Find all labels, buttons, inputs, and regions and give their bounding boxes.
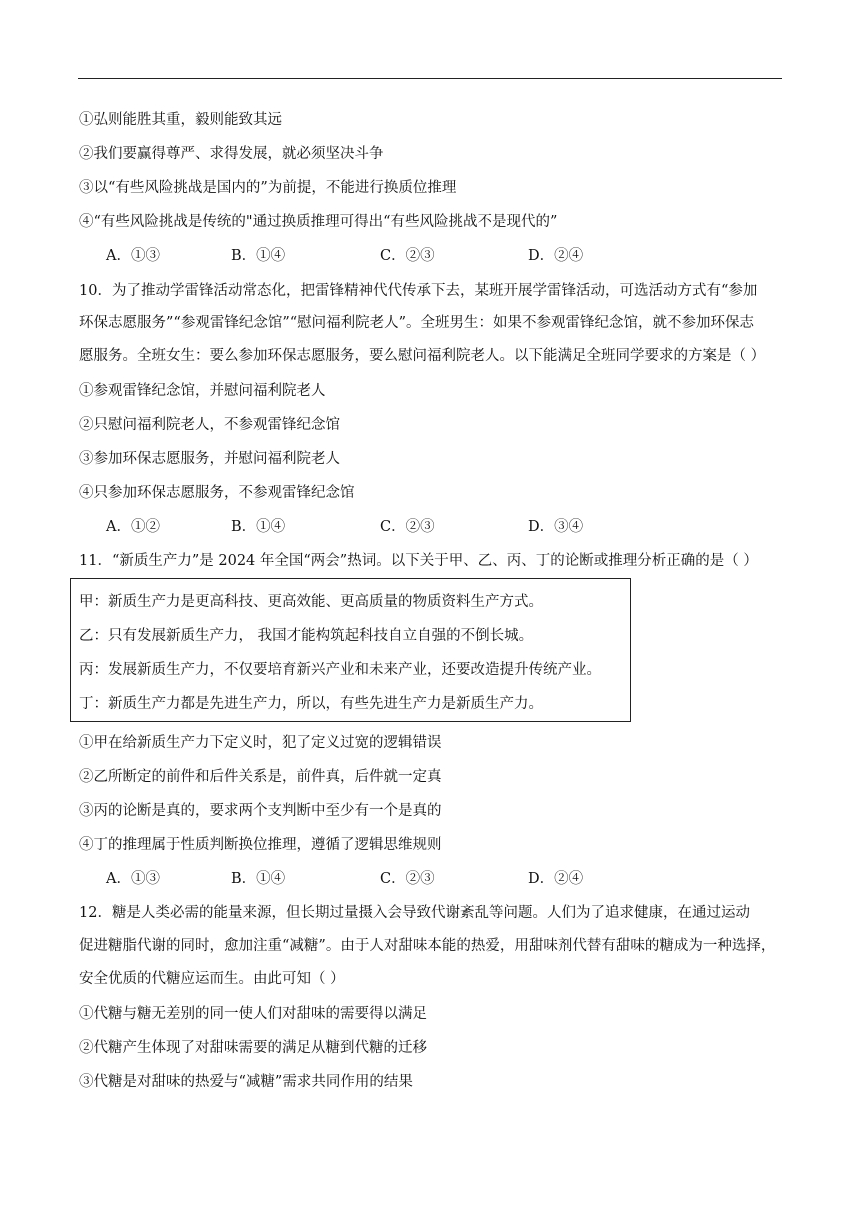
q9-option-c: C．②③ <box>380 248 435 264</box>
q12-item-1: ①代糖与糖无差别的同一使人们对甜味的需要得以满足 <box>79 1006 427 1022</box>
q12-stem-line-2: 促进糖脂代谢的同时，愈加注重“减糖”。由于人对甜味本能的热爱，用甜味剂代替有甜味的糖成为一种选择， <box>79 938 776 954</box>
q9-item-4: ④“有些风险挑战是传统的"通过换质推理可得出“有些风险挑战不是现代的” <box>79 214 558 230</box>
q11-option-c: C．②③ <box>380 871 435 887</box>
q10-stem-line-3: 愿服务。全班女生：要么参加环保志愿服务，要么慰问福利院老人。以下能满足全班同学要求的方案是（ ） <box>79 348 766 364</box>
q11-item-3: ③丙的论断是真的，要求两个支判断中至少有一个是真的 <box>79 803 442 819</box>
q12-item-3: ③代糖是对甜味的热爱与“减糖”需求共同作用的结果 <box>79 1074 413 1090</box>
q10-stem-line-1: 10．为了推动学雷锋活动常态化，把雷锋精神代代传承下去，某班开展学雷锋活动，可选活动方式有“参加 <box>79 283 758 299</box>
q11-option-b: B．①④ <box>231 871 286 887</box>
q12-stem-line-3: 安全优质的代糖应运而生。由此可知（ ） <box>79 971 345 987</box>
q10-option-a: A．①② <box>106 519 160 535</box>
q9-item-2: ②我们要赢得尊严、求得发展，就必须坚决斗争 <box>79 146 384 162</box>
q10-item-2: ②只慰问福利院老人，不参观雷锋纪念馆 <box>79 417 340 433</box>
header-rule <box>78 78 782 79</box>
q11-statement-yi: 乙：只有发展新质生产力， 我国才能构筑起科技自立自强的不倒长城。 <box>79 628 534 644</box>
q10-item-4: ④只参加环保志愿服务，不参观雷锋纪念馆 <box>79 485 355 501</box>
q11-item-4: ④丁的推理属于性质判断换位推理，遵循了逻辑思维规则 <box>79 837 442 853</box>
q11-item-2: ②乙所断定的前件和后件关系是，前件真，后件就一定真 <box>79 769 442 785</box>
q11-option-d: D．②④ <box>528 871 584 887</box>
q10-option-c: C．②③ <box>380 519 435 535</box>
q12-item-2: ②代糖产生体现了对甜味需要的满足从糖到代糖的迁移 <box>79 1040 427 1056</box>
q11-statement-jia: 甲：新质生产力是更高科技、更高效能、更高质量的物质资料生产方式。 <box>79 594 543 610</box>
q11-statement-bing: 丙：发展新质生产力，不仅要培育新兴产业和未来产业，还要改造提升传统产业。 <box>79 662 601 678</box>
q10-stem-line-2: 环保志愿服务”“参观雷锋纪念馆”“慰问福利院老人”。全班男生：如果不参观雷锋纪念馆，就不参加环保志 <box>79 315 755 331</box>
q12-stem-line-1: 12．糖是人类必需的能量来源，但长期过量摄入会导致代谢紊乱等问题。人们为了追求健康，在通过运动 <box>79 905 750 921</box>
q9-item-3: ③以“有些风险挑战是国内的”为前提，不能进行换质位推理 <box>79 180 457 196</box>
q11-statement-box <box>70 578 631 722</box>
q10-option-b: B．①④ <box>231 519 286 535</box>
q9-option-b: B．①④ <box>231 248 286 264</box>
q10-item-1: ①参观雷锋纪念馆，并慰问福利院老人 <box>79 383 326 399</box>
q11-item-1: ①甲在给新质生产力下定义时，犯了定义过宽的逻辑错误 <box>79 735 442 751</box>
q10-item-3: ③参加环保志愿服务，并慰问福利院老人 <box>79 451 340 467</box>
q9-item-1: ①弘则能胜其重，毅则能致其远 <box>79 112 282 128</box>
q10-option-d: D．③④ <box>528 519 584 535</box>
q9-option-d: D．②④ <box>528 248 584 264</box>
q11-stem: 11．“新质生产力”是 2024 年全国“两会”热词。以下关于甲、乙、丙、丁的论断或推理分析正确的是（ ） <box>79 553 758 569</box>
q9-option-a: A．①③ <box>106 248 160 264</box>
q11-option-a: A．①③ <box>106 871 160 887</box>
q11-statement-ding: 丁：新质生产力都是先进生产力，所以，有些先进生产力是新质生产力。 <box>79 696 543 712</box>
